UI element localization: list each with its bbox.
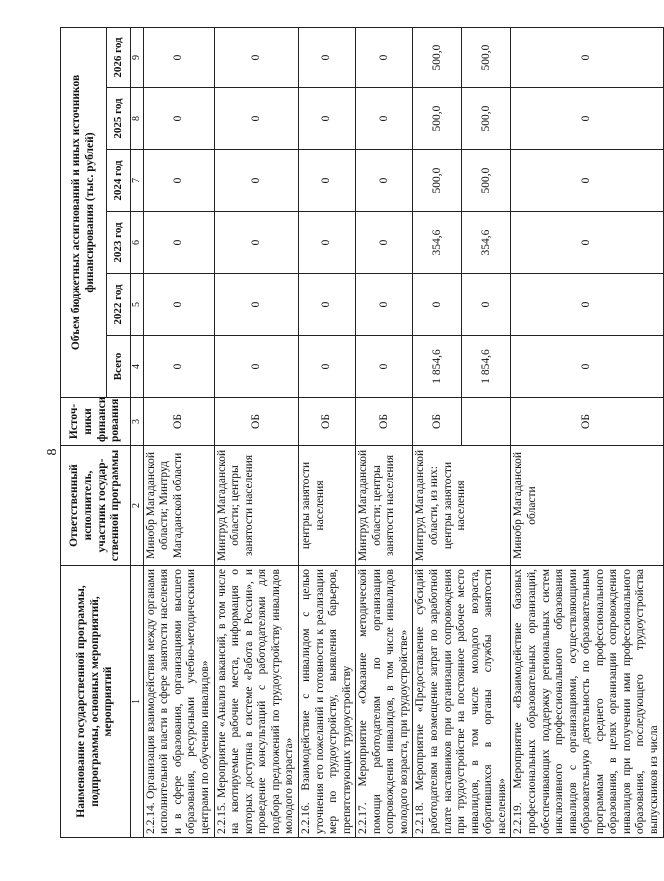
row-source: ОБ [356,398,413,446]
row-name: 2.2.18. Мероприятие «Предоставление субсидий работодателям на возмещение затрат по заработной плате наставников при организации сопровождения при трудоустройстве на постоянное рабочее место инвалидов, в том числе молодого возраста, обратившихся в органы службы занятости населения» [413,566,511,838]
row-value-2026: 0 [143,27,214,87]
column-number: 3 [131,398,144,446]
row-executor: Минтруд Магаданской области; центры занятости населения [214,446,298,566]
header-year-2022: 2022 год [107,274,131,336]
table-row [298,27,355,837]
row-executor: Минобр Магаданской области; Минтруд Магаданской области [143,446,214,566]
row-value-2023: 0 [214,212,298,274]
table-row [511,27,663,837]
row-executor: Минобр Магаданской области [511,446,663,566]
row-source-empty [462,398,511,446]
row-value-2023: 0 [143,212,214,274]
row-value-total: 0 [214,336,298,398]
row-value-2024: 0 [143,150,214,212]
row-value-2026: 0 [356,27,413,87]
row-value-2022: 0 [511,274,663,336]
column-number: 6 [131,212,144,274]
row-value-2026: 0 [214,27,298,87]
column-number: 8 [131,88,144,150]
column-number: 5 [131,274,144,336]
column-number: 7 [131,150,144,212]
row-value-2024: 0 [298,150,355,212]
column-number-row [131,27,144,837]
row-value-2022: 0 [298,274,355,336]
row-value-2022: 0 [413,274,462,336]
header-budget: Объем бюджетных ассигнований и иных источников финансирования (тыс. рублей) [61,27,107,397]
row-value-total: 0 [143,336,214,398]
page-number: 8 [45,448,60,456]
row-subvalue-2022: 0 [462,274,511,336]
header-year-2023: 2023 год [107,212,131,274]
row-value-total: 0 [511,336,663,398]
row-value-2023: 0 [356,212,413,274]
header-executor: Ответственный исполнитель, участник государ- ственной программы [61,446,131,566]
row-value-2025: 0 [143,88,214,150]
row-name: 2.2.17. Мероприятие «Оказание методической помощи работодателям по организации сопровождения инвалидов, в том числе инвалидов молодого возраста, при трудоустройстве» [356,566,413,838]
row-value-2025: 0 [214,88,298,150]
header-year-2025: 2025 год [107,88,131,150]
table-row [356,27,413,837]
row-name: 2.2.16. Взаимодействие с инвалидом с целью уточнения его пожеланий и готовности к реализации мер по трудоустройству, выявления барьеров, препятствующих трудоустройству [298,566,355,838]
header-source: Источ- ники финанси рования [61,398,131,446]
row-value-2024: 500,0 [413,150,462,212]
row-value-2024: 0 [511,150,663,212]
row-subvalue-2023: 354,6 [462,212,511,274]
row-source: ОБ [143,398,214,446]
row-name: 2.2.14. Организация взаимодействия между органами исполнительной власти в сфере занятости населения и в сфере образования, организациями высшего образования, ресурсными учебно-методическими центрами по обучению инвалидов» [143,566,214,838]
column-number: 9 [131,27,144,87]
header-year-2024: 2024 год [107,150,131,212]
header-name: Наименование государственной программы, подпрограммы, основных мероприятий, мероприятий [61,566,131,838]
header-year-total: Всего [107,336,131,398]
row-subvalue-2024: 500,0 [462,150,511,212]
row-name: 2.2.19. Мероприятие «Взаимодействие базовых профессиональных образовательных организаций, обеспечивающих поддержку региональных систем инклюзивного профессионального образования инвалидов с организациями, осуществляющими образовательную деятельность по образовательным программам среднего профессионального образования, в целях организации сопровождения инвалидов при получении ими профессионального образования, последующего трудоустройства выпускников из числа [511,566,663,838]
header-year-2026: 2026 год [107,27,131,87]
row-value-total: 1 854,6 [413,336,462,398]
column-number: 2 [131,446,144,566]
row-value-2025: 0 [356,88,413,150]
row-value-2022: 0 [143,274,214,336]
row-source: ОБ [298,398,355,446]
row-source: ОБ [214,398,298,446]
row-source: ОБ [413,398,462,446]
row-value-2025: 500,0 [413,88,462,150]
row-value-2022: 0 [356,274,413,336]
budget-table [60,27,664,838]
row-executor: Минтруд Магаданской области, из них: центры занятости населения [413,446,511,566]
row-value-2024: 0 [214,150,298,212]
row-value-2026: 0 [511,27,663,87]
table-row [143,27,214,837]
row-value-2024: 0 [356,150,413,212]
column-number: 4 [131,336,144,398]
row-value-total: 0 [356,336,413,398]
row-name: 2.2.15. Мероприятие «Анализ вакансий, в том числе на квотируемые рабочие места, информация о которых доступна в системе «Работа в России», и проведение консультаций с работодателями для подбора предложений по трудоустройству инвалидов молодого возраста» [214,566,298,838]
row-subvalue-2026: 500,0 [462,27,511,87]
row-subvalue-total: 1 854,6 [462,336,511,398]
row-executor: Минтруд Магаданской области; центры занятости населения [356,446,413,566]
row-source: ОБ [511,398,663,446]
column-number: 1 [131,566,144,838]
row-executor: центры занятости населения [298,446,355,566]
row-value-2026: 0 [298,27,355,87]
row-value-2025: 0 [298,88,355,150]
row-value-2022: 0 [214,274,298,336]
row-value-total: 0 [298,336,355,398]
table-row [214,27,298,837]
row-value-2026: 500,0 [413,27,462,87]
row-value-2025: 0 [511,88,663,150]
table-row [413,27,462,837]
rotated-page [60,28,661,838]
row-subvalue-2025: 500,0 [462,88,511,150]
row-value-2023: 0 [511,212,663,274]
row-value-2023: 354,6 [413,212,462,274]
row-value-2023: 0 [298,212,355,274]
